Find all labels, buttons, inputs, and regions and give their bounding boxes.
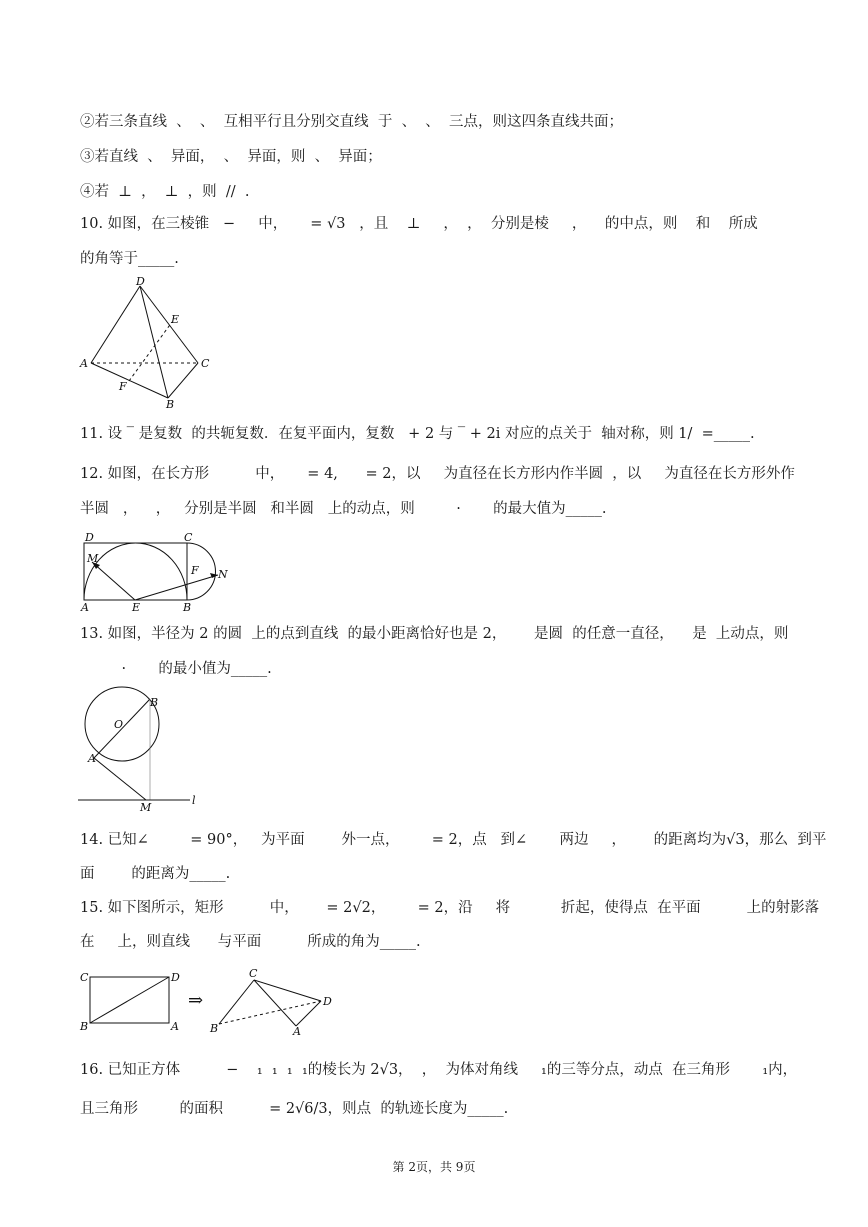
fold-right-label-b: B (210, 1022, 219, 1035)
rect-label-d: D (85, 531, 94, 544)
text-line-q12: 12. 如图，在长方形 中， = 4, = 2，以 为直径在长方形内作半圆 ，以 为直径在长方形外作 (80, 466, 795, 482)
text-line-q10: 10. 如图，在三棱锥 − 中， = √3 ，且 ⊥ ， ， 分别是棱 ， 的中点，则 和 所成 (80, 216, 758, 232)
circle-label-l: l (192, 794, 196, 807)
text-line-q14b: 面 的距离为_____. (80, 866, 231, 882)
circle-line-figure (78, 688, 208, 813)
fold-right-label-c: C (249, 967, 258, 980)
tetra-label-d: D (136, 275, 145, 288)
tetrahedron-figure (78, 274, 208, 409)
fold-left-label-b: B (80, 1020, 89, 1033)
circle-label-o: O (114, 718, 124, 731)
text-line-q16: 16. 已知正方体 − ₁ ₁ ₁ ₁的棱长为 2√3， ， 为体对角线 ₁的三等分点，动点 在三角形 ₁内， (80, 1062, 798, 1078)
text-line-3: ④若 ⊥ ， ⊥ ，则 // . (80, 184, 250, 200)
rect-label-n: N (218, 568, 228, 581)
rect-label-c: C (184, 531, 193, 544)
circle-label-a: A (88, 752, 96, 765)
tetra-label-f: F (119, 380, 127, 393)
fold-left-label-a: A (171, 1020, 179, 1033)
page-footer: 第 2页，共 9页 (392, 1160, 476, 1174)
text-line-2: ③若直线 、 异面， 、 异面，则 、 异面； (80, 149, 382, 165)
rect-label-m: M (87, 552, 99, 565)
text-line-q13b: · 的最小值为_____. (80, 661, 272, 677)
rect-label-f: F (191, 564, 199, 577)
tetra-label-a: A (80, 357, 88, 370)
text-line-1: ②若三条直线 、 、 互相平行且分别交直线 于 、 、 三点，则这四条直线共面； (80, 114, 624, 130)
fold-right-label-d: D (323, 995, 332, 1008)
text-line-q11: 11. 设 ‾ 是复数 的共轭复数．在复平面内，复数 + 2 与 ‾ + 2i 对应的点关于 轴对称，则 1/ =_____. (80, 426, 755, 442)
text-line-q10b: 的角等于_____. (80, 251, 179, 267)
rectangle-semicircle-figure (78, 528, 238, 614)
text-line-q14: 14. 已知∠ = 90°， 为平面 外一点， = 2，点 到∠ 两边 ， 的距离均为√3，那么 到平 (80, 832, 827, 848)
text-line-q13: 13. 如图，半径为 2 的圆 上的点到直线 的最小距离恰好也是 2， 是圆 的任意一直径， 是 上动点，则 (80, 626, 789, 642)
fold-left-label-c: C (80, 971, 89, 984)
fold-arrow: ⇒ (188, 990, 204, 1011)
tetra-label-b: B (166, 398, 175, 411)
rect-label-e: E (132, 601, 141, 614)
text-line-q15b: 在 上，则直线 与平面 所成的角为_____. (80, 934, 421, 950)
tetra-label-e: E (171, 313, 180, 326)
text-line-q16b: 且三角形 的面积 = 2√6/3，则点 的轨迹长度为_____. (80, 1101, 509, 1117)
text-line-q12b: 半圆 ， ， 分别是半圆 和半圆 上的动点，则 · 的最大值为_____. (80, 501, 607, 517)
fold-left-label-d: D (171, 971, 180, 984)
rect-label-a: A (81, 601, 89, 614)
circle-label-b: B (150, 696, 159, 709)
rect-label-b: B (183, 601, 192, 614)
tetra-label-c: C (201, 357, 210, 370)
text-line-q15: 15. 如下图所示，矩形 中， = 2√2， = 2，沿 将 折起，使得点 在平面 上的射影落 (80, 900, 820, 916)
folding-figure (78, 964, 348, 1036)
fold-right-label-a: A (293, 1025, 301, 1038)
circle-label-m: M (140, 801, 152, 814)
